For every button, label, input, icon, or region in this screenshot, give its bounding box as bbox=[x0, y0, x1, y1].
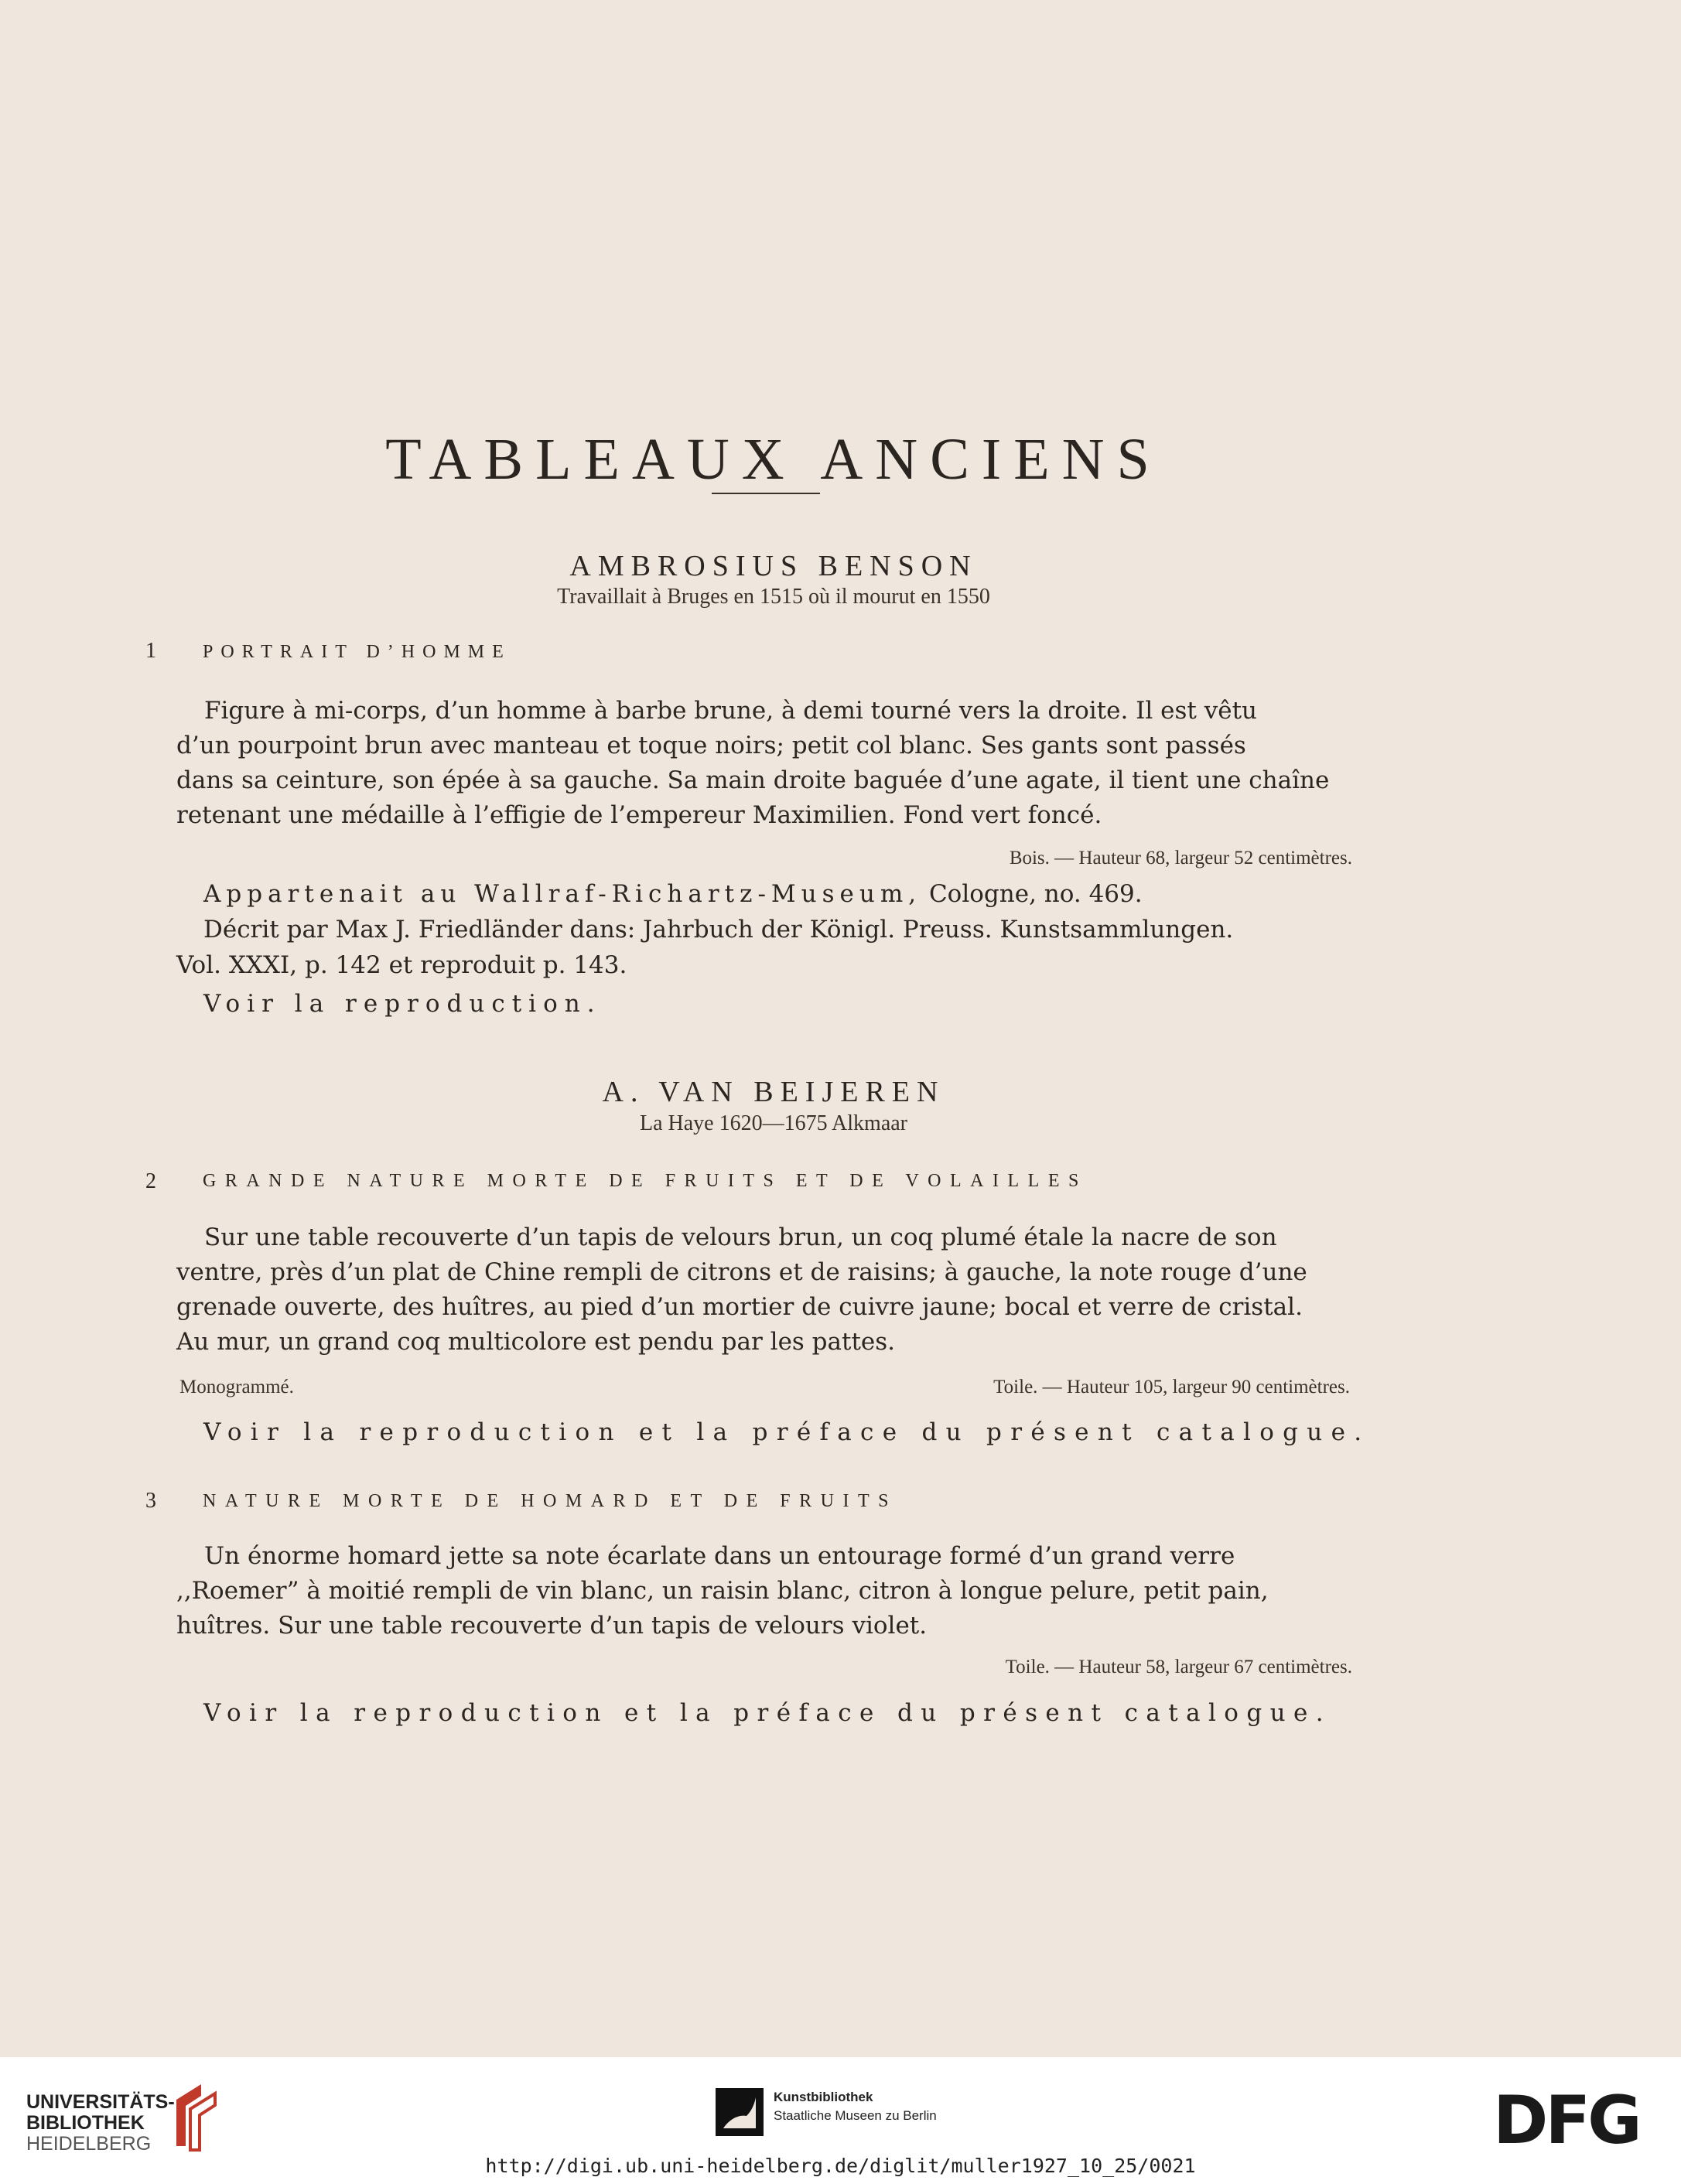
artist-name: A. VAN BEIJEREN bbox=[602, 1076, 945, 1108]
lot-dimensions: Toile. — Hauteur 58, largeur 67 centimètres. bbox=[1005, 1657, 1352, 1677]
lot-dimensions: Bois. — Hauteur 68, largeur 52 centimètres. bbox=[1009, 848, 1352, 868]
library-line: HEIDELBERG bbox=[26, 2133, 152, 2155]
lot-note: Voir la reproduction. bbox=[203, 990, 602, 1018]
lot-description bbox=[176, 1220, 1352, 1360]
lot-title: NATURE MORTE DE HOMARD ET DE FRUITS bbox=[203, 1491, 897, 1511]
lot-signature: Monogrammé. bbox=[179, 1377, 294, 1397]
description-line: retenant une médaille à l’effigie de l’empereur Maximilien. Fond vert foncé. bbox=[176, 801, 1102, 829]
description-line: Au mur, un grand coq multicolore est pendu par les pattes. bbox=[176, 1328, 896, 1356]
description-line: dans sa ceinture, son épée à sa gauche. Sa main droite baguée d’une agate, il tient une chaîne bbox=[176, 766, 1330, 794]
lot-number: 1 bbox=[145, 639, 156, 663]
artist-dates: Travaillait à Bruges en 1515 où il mourut en 1550 bbox=[557, 585, 990, 609]
lot-literature-line: Décrit par Max J. Friedländer dans: Jahrbuch der Königl. Preuss. Kunstsammlungen. bbox=[203, 916, 1234, 944]
dfg-logo-icon: DFG bbox=[1493, 2082, 1639, 2159]
lot-note: Voir la reproduction et la préface du présent catalogue. bbox=[203, 1699, 1331, 1727]
kunstbibliothek-logo-icon bbox=[716, 2088, 764, 2136]
description-line: Un énorme homard jette sa note écarlate dans un entourage formé d’un grand verre bbox=[204, 1542, 1235, 1570]
artist-name: AMBROSIUS BENSON bbox=[569, 550, 978, 582]
lot-dimensions: Toile. — Hauteur 105, largeur 90 centimètres. bbox=[993, 1377, 1350, 1397]
title-rule bbox=[712, 493, 820, 494]
lot-provenance bbox=[203, 880, 1143, 908]
partner-line: Staatliche Museen zu Berlin bbox=[774, 2108, 937, 2123]
library-line: BIBLIOTHEK bbox=[26, 2112, 145, 2134]
description-line: grenade ouverte, des huîtres, au pied d’un mortier de cuivre jaune; bocal et verre de cristal. bbox=[176, 1293, 1303, 1321]
library-line: UNIVERSITÄTS- bbox=[26, 2091, 175, 2113]
lot-description bbox=[176, 694, 1352, 833]
lot-title: PORTRAIT D’HOMME bbox=[203, 642, 511, 662]
lot-number: 3 bbox=[145, 1489, 156, 1513]
lot-literature-line: Vol. XXXI, p. 142 et reproduit p. 143. bbox=[176, 951, 627, 979]
partner-name bbox=[774, 2088, 937, 2125]
artist-dates: La Haye 1620—1675 Alkmaar bbox=[639, 1111, 908, 1135]
lot-number: 2 bbox=[145, 1169, 156, 1193]
partner-line: Kunstbibliothek bbox=[774, 2090, 873, 2104]
provenance-spaced: Appartenait au Wallraf-Richartz-Museum, bbox=[203, 880, 922, 908]
page-title: TABLEAUX ANCIENS bbox=[385, 426, 1162, 492]
lot-description bbox=[176, 1539, 1352, 1643]
description-line: ventre, près d’un plat de Chine rempli de citrons et de raisins; à gauche, la note rouge d’une bbox=[176, 1258, 1307, 1286]
description-line: Figure à mi-corps, d’un homme à barbe brune, à demi tourné vers la droite. Il est vêtu bbox=[204, 697, 1258, 725]
lot-title: GRANDE NATURE MORTE DE FRUITS ET DE VOLAILLES bbox=[203, 1171, 1088, 1191]
university-library-logo-icon bbox=[170, 2077, 224, 2154]
description-line: huîtres. Sur une table recouverte d’un tapis de velours violet. bbox=[176, 1612, 928, 1640]
lot-note: Voir la reproduction et la préface du présent catalogue. bbox=[203, 1418, 1371, 1446]
permalink-url[interactable]: http://digi.ub.uni-heidelberg.de/diglit/muller1927_10_25/0021 bbox=[485, 2155, 1196, 2177]
description-line: d’un pourpoint brun avec manteau et toque noirs; petit col blanc. Ses gants sont passés bbox=[176, 732, 1246, 759]
university-library-name bbox=[26, 2092, 175, 2155]
description-line: ,,Roemer” à moitié rempli de vin blanc, un raisin blanc, citron à longue pelure, petit pain, bbox=[176, 1577, 1269, 1605]
provenance-rest: Cologne, no. 469. bbox=[921, 880, 1143, 908]
description-line: Sur une table recouverte d’un tapis de velours brun, un coq plumé étale la nacre de son bbox=[204, 1223, 1277, 1251]
